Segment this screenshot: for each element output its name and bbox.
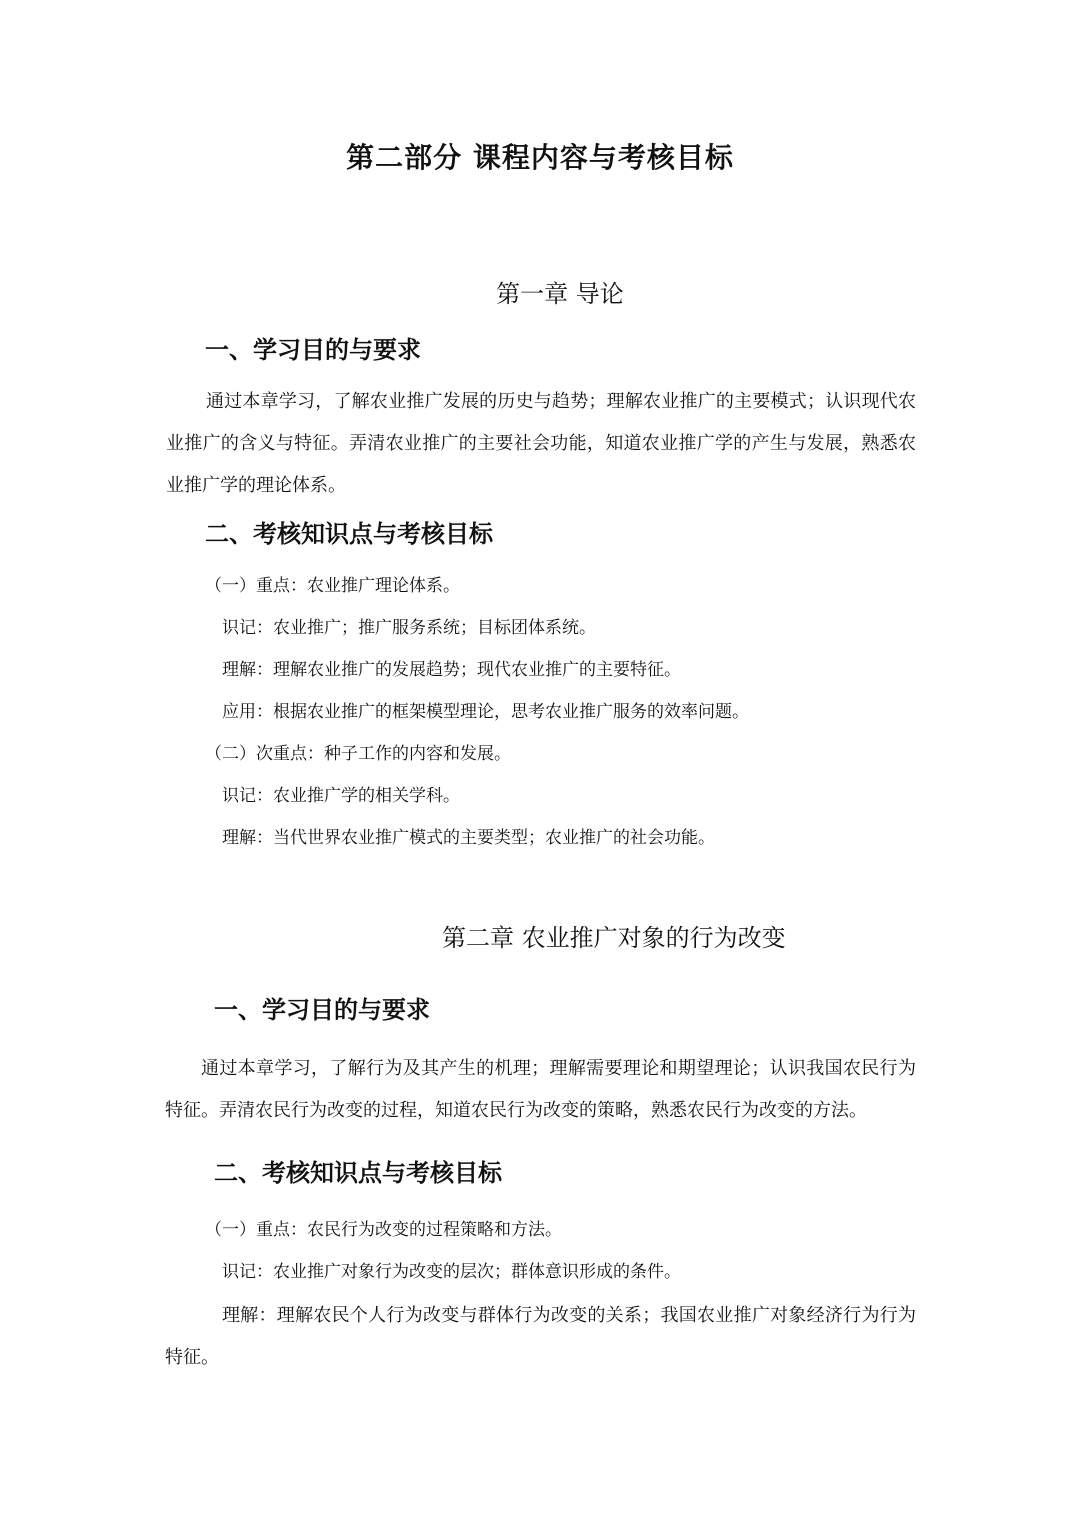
chapter-1-key-point: （一）重点：农业推广理论体系。 bbox=[205, 576, 460, 596]
chapter-2-understand-paragraph: 理解：理解农民个人行为改变与群体行为改变的关系；我国农业推广对象经济行为行为特征。 bbox=[165, 1305, 916, 1368]
chapter-2-section-1-paragraph: 通过本章学习，了解行为及其产生的机理；理解需要理论和期望理论；认识我国农民行为特征。弄清农民行为改变的过程，知道农民行为改变的策略，熟悉农民行为改变的方法。 bbox=[165, 1058, 916, 1121]
chapter-1-title: 第一章 导论 bbox=[496, 280, 624, 308]
part-title: 第二部分 课程内容与考核目标 bbox=[346, 141, 734, 174]
chapter-2-section-2-heading: 二、考核知识点与考核目标 bbox=[214, 1159, 502, 1187]
chapter-2-memorize-item: 识记：农业推广对象行为改变的层次；群体意识形成的条件。 bbox=[222, 1262, 681, 1282]
chapter-1-section-2-heading: 二、考核知识点与考核目标 bbox=[205, 520, 493, 548]
chapter-1-memorize-item: 识记：农业推广；推广服务系统；目标团体系统。 bbox=[222, 618, 596, 638]
chapter-1-section-1-heading: 一、学习目的与要求 bbox=[205, 336, 421, 364]
chapter-1-apply-item: 应用：根据农业推广的框架模型理论，思考农业推广服务的效率问题。 bbox=[222, 702, 749, 722]
chapter-1-secondary-point: （二）次重点：种子工作的内容和发展。 bbox=[205, 744, 511, 764]
chapter-2-title: 第二章 农业推广对象的行为改变 bbox=[442, 924, 786, 952]
chapter-1-secondary-memorize-item: 识记：农业推广学的相关学科。 bbox=[222, 786, 460, 806]
chapter-2-key-point: （一）重点：农民行为改变的过程策略和方法。 bbox=[205, 1220, 562, 1240]
chapter-1-section-1-paragraph: 通过本章学习，了解农业推广发展的历史与趋势；理解农业推广的主要模式；认识现代农业推广的含义与特征。弄清农业推广的主要社会功能，知道农业推广学的产生与发展，熟悉农业推广学的理论体系。 bbox=[166, 391, 916, 496]
chapter-2-section-1-heading: 一、学习目的与要求 bbox=[214, 996, 430, 1024]
chapter-1-understand-item: 理解：理解农业推广的发展趋势；现代农业推广的主要特征。 bbox=[222, 660, 681, 680]
chapter-1-secondary-understand-item: 理解：当代世界农业推广模式的主要类型；农业推广的社会功能。 bbox=[222, 828, 715, 848]
